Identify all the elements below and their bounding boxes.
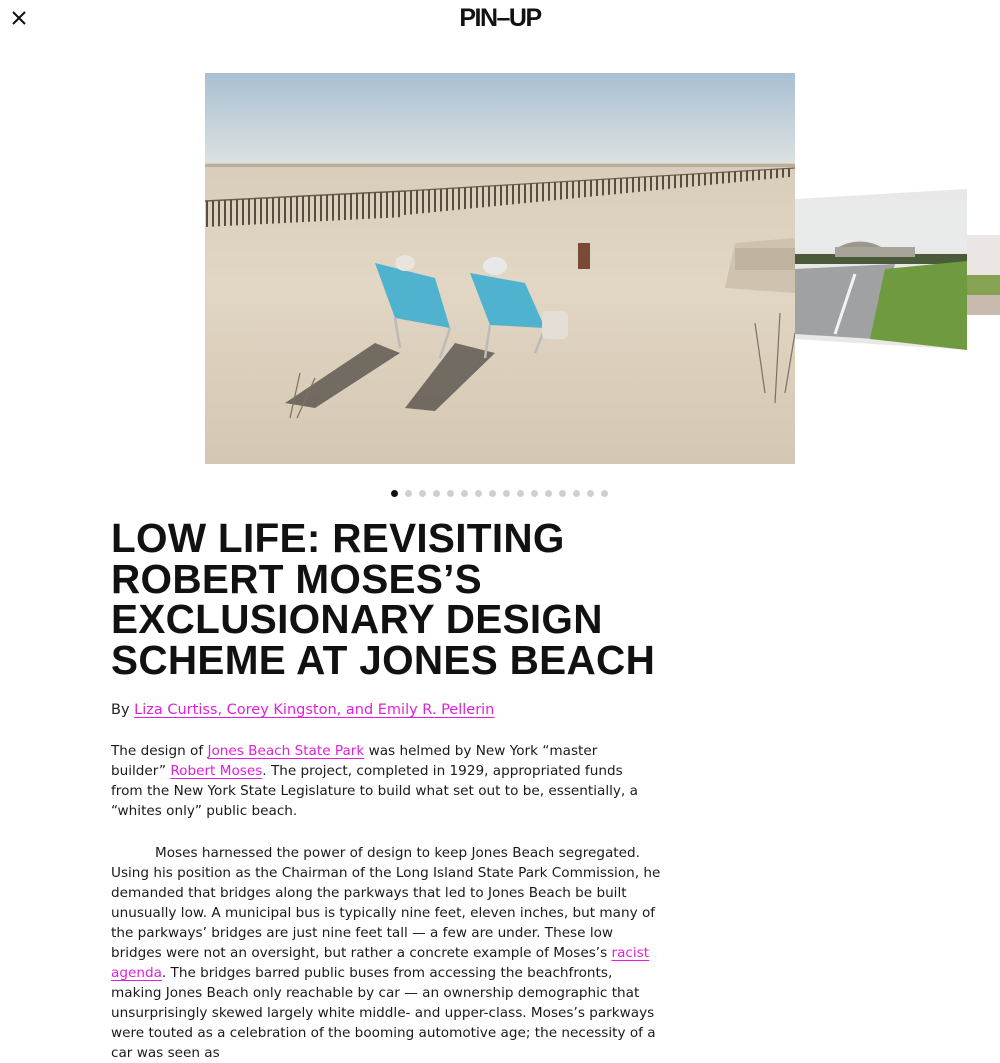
- article-title: LOW LIFE: REVISITING ROBERT MOSES’S EXCLUSIONARY DESIGN SCHEME AT JONES BEACH: [111, 515, 656, 683]
- carousel-dot[interactable]: [559, 490, 566, 497]
- carousel-dot[interactable]: [587, 490, 594, 497]
- carousel-dot[interactable]: [601, 490, 608, 497]
- top-bar: [0, 0, 1000, 40]
- slide-beach-chairs[interactable]: [205, 73, 795, 464]
- carousel-pagination: [391, 490, 608, 498]
- carousel-dot[interactable]: [433, 490, 440, 497]
- paragraph-text: Moses harnessed the power of design to keep Jones Beach segregated. Using his position as the Chairman of the Long Island State Park Commission, he demanded that bridges along the parkways that led to Jones Beach be built unusually low. A municipal bus is typically nine feet, eleven inches, but many of the parkways’ bridges are just nine feet tall — a few are under. These low bridges were not an oversight, but rather a concrete example of Moses’s: [111, 845, 661, 961]
- carousel-dot[interactable]: [419, 490, 426, 497]
- paragraph-body: [111, 843, 661, 1063]
- carousel-dot[interactable]: [503, 490, 510, 497]
- carousel-dot[interactable]: [573, 490, 580, 497]
- carousel-dot[interactable]: [517, 490, 524, 497]
- link-robert-moses[interactable]: Robert Moses: [170, 763, 263, 779]
- carousel-dot[interactable]: [489, 490, 496, 497]
- image-carousel[interactable]: [0, 60, 1000, 480]
- carousel-dot[interactable]: [545, 490, 552, 497]
- carousel-dot[interactable]: [391, 490, 398, 497]
- byline: [111, 700, 671, 720]
- byline-prefix: By: [111, 702, 130, 718]
- paragraph-intro: [111, 741, 656, 821]
- article: [111, 515, 671, 1063]
- paragraph-text: The design of: [111, 743, 208, 759]
- slide-parkway-bridge[interactable]: [795, 189, 967, 350]
- carousel-dot[interactable]: [405, 490, 412, 497]
- carousel-dot[interactable]: [447, 490, 454, 497]
- paragraph-text: . The project, completed in 1929, appropriated funds from the New York State Legislature to build what set out to be, essentially, a “whites only” public beach.: [111, 763, 638, 819]
- link-jones-beach-state-park[interactable]: Jones Beach State Park: [207, 743, 365, 759]
- carousel-dot[interactable]: [531, 490, 538, 497]
- paragraph-text: was helmed by New York “master builder”: [111, 743, 598, 779]
- carousel-dot[interactable]: [475, 490, 482, 497]
- slide-next-edge[interactable]: [967, 235, 1000, 315]
- site-logo[interactable]: PIN–UP: [459, 4, 541, 32]
- paragraph-text: . The bridges barred public buses from accessing the beachfronts, making Jones Beach only reachable by car — an ownership demographic that unsurprisingly skewed largely white middle- and upper-class. Moses’s parkways were touted as a celebration of the booming automotive age; the necessity of a car was seen as: [111, 965, 656, 1061]
- carousel-dot[interactable]: [461, 490, 468, 497]
- link-racist-agenda[interactable]: racist agenda: [111, 945, 650, 981]
- byline-authors-link[interactable]: Liza Curtiss, Corey Kingston, and Emily R. Pellerin: [134, 702, 495, 718]
